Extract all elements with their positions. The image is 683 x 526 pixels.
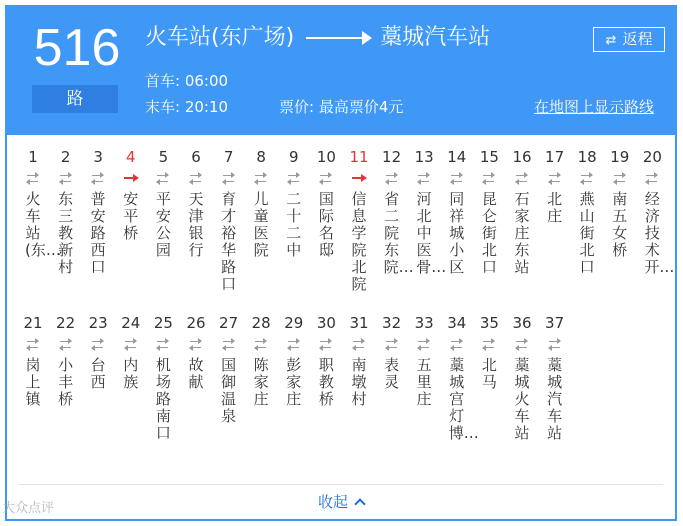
stop-item[interactable] [473,147,505,276]
stop-name: 机场路南口 [155,356,171,442]
stop-item[interactable] [180,147,212,259]
stop-item[interactable] [441,147,473,276]
stop-name: 职教桥 [318,356,334,408]
stop-item[interactable] [441,313,479,442]
stop-name: 安平桥 [123,190,139,242]
stop-number: 13 [414,148,434,166]
stop-item[interactable] [343,147,375,293]
first-bus-info [145,71,228,91]
stop-number: 12 [382,148,402,166]
stop-name: 陈家庄 [253,356,269,408]
bidirectional-arrow-icon [245,171,277,189]
bidirectional-arrow-icon [213,337,245,355]
stop-name: 小丰桥 [58,356,74,408]
arrow-head [100,172,104,178]
bidirectional-arrow-icon [50,171,82,189]
stop-name: 信息学院北院 [351,190,367,293]
stop-item[interactable] [636,147,675,276]
bus-position-arrow-icon [115,171,147,189]
bidirectional-arrow-icon [408,337,440,355]
last-bus-time: 20:10 [184,98,229,116]
fare-value: 最高票价4元 [318,98,404,116]
arrow-head [35,172,39,178]
stop-number: 3 [93,148,103,166]
bidirectional-arrow-icon [310,337,342,355]
arrow-head [450,345,454,351]
stop-item[interactable] [539,147,571,225]
stop-number: 35 [479,314,499,332]
arrow-head [482,345,486,351]
stop-number: 20 [642,148,662,166]
bidirectional-arrow-icon [50,337,82,355]
arrow-head [222,345,226,351]
arrow-head [491,172,495,178]
bidirectional-arrow-icon [180,337,212,355]
stop-name: 藁城火车站 [514,356,530,442]
bidirectional-arrow-icon [604,171,636,189]
return-trip-label: 返程 [622,30,653,48]
arrow-head [287,179,291,185]
stop-number: 28 [251,314,271,332]
chevron-up-icon [354,498,365,509]
stop-number: 17 [545,148,565,166]
stop-number: 6 [191,148,201,166]
arrow-head [548,345,552,351]
arrow-head [613,179,617,185]
arrow-head [385,345,389,351]
arrow-head [580,179,584,185]
origin-station: 火车站(东广场) [145,25,295,50]
stop-number: 37 [545,314,565,332]
stop-name: 同祥城小区 [449,190,465,276]
arrow-head [459,338,463,344]
stop-item[interactable] [17,147,61,259]
arrow-head [263,172,267,178]
stop-number: 31 [349,314,369,332]
stop-name: 南墩村 [351,356,367,408]
bidirectional-arrow-icon [539,171,571,189]
stop-number: 1 [28,148,38,166]
destination-station: 藁城汽车站 [380,25,491,50]
stop-item[interactable] [278,147,310,259]
stop-item[interactable] [408,147,447,276]
arrow-head [59,345,63,351]
arrow-head [198,338,202,344]
arrow-head [296,338,300,344]
bidirectional-arrow-icon [278,171,310,189]
stop-name: 故献 [188,356,204,391]
stop-item[interactable] [82,147,114,276]
stop-item[interactable] [180,313,212,391]
stop-item[interactable] [17,313,49,408]
stop-item[interactable] [310,147,342,259]
arrow-head [548,179,552,185]
stop-number: 11 [349,148,369,166]
stop-name: 昆仑街北口 [481,190,497,276]
stop-number: 23 [88,314,108,332]
stop-number: 5 [158,148,169,166]
arrow-head [645,179,649,185]
stop-number: 16 [512,148,532,166]
stop-item[interactable] [506,313,538,442]
arrow-head [417,179,421,185]
stop-item[interactable] [571,147,603,276]
stop-number: 18 [577,148,597,166]
arrow-head [654,172,658,178]
stop-item[interactable] [310,313,342,408]
bidirectional-arrow-icon [310,171,342,189]
arrow-head [352,345,356,351]
stop-item[interactable] [147,147,179,259]
stop-name: 省二院东院… [383,190,414,276]
arrow-head [189,179,193,185]
arrow-head [68,172,72,178]
bidirectional-arrow-icon [473,171,505,189]
arrow-head [133,338,137,344]
stop-number: 7 [223,148,234,166]
arrow-head [68,338,72,344]
arrow-head [426,172,430,178]
arrow-head [100,338,104,344]
divider [19,484,663,485]
arrow-head [361,174,367,182]
arrow-head [524,338,528,344]
arrow-head [165,338,169,344]
arrow-head [91,345,95,351]
arrow-head [26,179,30,185]
stop-name: 河北中医骨… [416,190,447,276]
stop-name: 天津银行 [188,190,204,259]
arrow-head [417,345,421,351]
stop-name: 北马 [481,356,497,391]
bidirectional-arrow-icon [180,171,212,189]
stop-name: 经济技术开… [644,190,675,276]
stop-item[interactable] [50,147,82,276]
arrow-head [198,172,202,178]
stop-item[interactable] [50,313,82,408]
bidirectional-arrow-icon [376,171,408,189]
stops-row-2 [7,313,675,473]
stop-number: 29 [284,314,304,332]
show-route-on-map-link[interactable]: 在地图上显示路线 [534,98,655,116]
bidirectional-arrow-icon [147,171,179,189]
stop-number: 15 [479,148,499,166]
stop-item[interactable] [376,313,408,391]
stop-number: 19 [610,148,630,166]
stop-number: 8 [256,148,266,166]
stop-number: 21 [23,314,43,332]
arrow-head [296,172,300,178]
direction-arrow-icon [306,37,370,39]
bidirectional-arrow-icon [636,171,668,189]
stop-name: 岗上镇 [25,356,41,408]
stop-name: 表灵 [384,356,400,391]
route-unit: 路 [32,85,118,113]
bidirectional-arrow-icon [539,337,571,355]
stop-item[interactable] [115,147,147,242]
route-number: 516 [33,19,121,77]
stop-name: 普安路西口 [90,190,106,276]
bidirectional-arrow-icon [147,337,179,355]
first-bus-label: 首车: [145,72,181,90]
stop-item[interactable] [506,147,538,276]
stop-item[interactable] [539,313,571,442]
arrow-head [426,338,430,344]
stop-number: 2 [60,148,71,166]
stop-number: 25 [153,314,173,332]
arrow-head [319,345,323,351]
bidirectional-arrow-icon [343,337,375,355]
stops-row-1 [7,147,675,307]
stop-item[interactable] [604,147,636,259]
stop-item[interactable] [213,147,245,293]
route-terminals [145,21,490,55]
bidirectional-arrow-icon [245,337,277,355]
arrow-head [328,172,332,178]
arrow-head [622,172,626,178]
stop-number: 33 [414,314,434,332]
bidirectional-arrow-icon [17,337,49,355]
bidirectional-arrow-icon [441,337,473,355]
first-bus-time: 06:00 [184,72,229,90]
arrow-head [557,172,561,178]
arrow-head [524,172,528,178]
stop-name: 内族 [123,356,139,391]
watermark-text: 大众点评 [2,501,55,516]
last-bus-info [145,97,228,117]
arrow-head [26,345,30,351]
bidirectional-arrow-icon [473,337,505,355]
arrow-head [189,345,193,351]
stop-name: 彭家庄 [286,356,302,408]
stop-name: 平安公园 [155,190,171,259]
stop-item[interactable] [343,313,375,408]
stop-number: 24 [121,314,141,332]
stop-item[interactable] [408,313,440,408]
last-bus-label: 末车: [145,98,181,116]
stop-name: 南五女桥 [612,190,628,259]
arrow-head [459,172,463,178]
stop-name: 火车站(东… [25,190,61,259]
fare-label: 票价: [279,98,315,116]
arrow-head [515,345,519,351]
stop-item[interactable] [278,313,310,408]
bidirectional-arrow-icon [441,171,473,189]
arrow-head [254,179,258,185]
arrow-head [124,345,128,351]
stop-item[interactable] [245,147,277,259]
stop-item[interactable] [376,147,414,276]
arrow-head [394,338,398,344]
stop-number: 22 [56,314,76,332]
arrow-head [35,338,39,344]
stop-name: 藁城宫灯博… [448,356,479,442]
bidirectional-arrow-icon [408,171,440,189]
arrow-head [589,172,593,178]
stop-name: 育才裕华路口 [221,190,237,293]
bidirectional-arrow-icon [115,337,147,355]
stop-name: 儿童医院 [253,190,269,259]
arrow-head [557,338,561,344]
arrow-head [450,179,454,185]
stop-number: 27 [219,314,239,332]
arrow-head [165,172,169,178]
arrow-head [231,172,235,178]
stop-number: 10 [316,148,336,166]
stop-name: 藁城汽车站 [547,356,563,442]
collapse-button[interactable] [7,492,675,512]
stop-name: 北庄 [547,190,563,225]
stop-name: 国际名邸 [318,190,334,259]
arrow-head [287,345,291,351]
bidirectional-arrow-icon [82,171,114,189]
arrow-head [59,179,63,185]
return-trip-button[interactable] [593,27,665,52]
stop-number: 36 [512,314,532,332]
stop-number: 9 [289,148,299,166]
bidirectional-arrow-icon [213,171,245,189]
arrow-head [231,338,235,344]
stop-item[interactable] [213,313,245,425]
bidirectional-arrow-icon [571,171,603,189]
stop-item[interactable] [473,313,505,391]
arrow-head [91,179,95,185]
bidirectional-arrow-icon [506,171,538,189]
swap-arrows-icon: ⇄ [605,33,617,48]
arrow-head [156,179,160,185]
bidirectional-arrow-icon [278,337,310,355]
arrow-head [263,338,267,344]
stop-number: 32 [382,314,402,332]
fare-info [279,97,403,117]
stop-number: 14 [447,148,467,166]
bidirectional-arrow-icon [17,171,49,189]
arrow-head [385,179,389,185]
arrow-head [361,338,365,344]
stop-item[interactable] [245,313,277,408]
arrow-head [133,174,139,182]
bus-route-panel [5,5,677,521]
arrow-head [319,179,323,185]
stop-item[interactable] [115,313,147,391]
bidirectional-arrow-icon [506,337,538,355]
arrow-head [222,179,226,185]
stop-number: 30 [316,314,336,332]
stop-number: 26 [186,314,206,332]
stop-name: 国御温泉 [221,356,237,425]
arrow-head [328,338,332,344]
stop-item[interactable] [82,313,114,391]
bidirectional-arrow-icon [376,337,408,355]
stop-item[interactable] [147,313,179,442]
stop-name: 东三教新村 [58,190,74,276]
stop-name: 二十二中 [286,190,302,259]
stop-number: 4 [126,148,136,166]
stop-name: 燕山街北口 [579,190,595,276]
stop-name: 台西 [90,356,106,391]
stop-name: 石家庄东站 [514,190,530,276]
arrow-head [254,345,258,351]
route-header [7,7,675,135]
arrow-head [394,172,398,178]
collapse-label: 收起 [317,493,348,511]
arrow-head [156,345,160,351]
bidirectional-arrow-icon [82,337,114,355]
bus-position-arrow-icon [343,171,375,189]
arrow-head [515,179,519,185]
arrow-head [482,179,486,185]
stop-name: 五里庄 [416,356,432,408]
watermark-logo [2,500,54,518]
stop-number: 34 [447,314,467,332]
arrow-head [491,338,495,344]
